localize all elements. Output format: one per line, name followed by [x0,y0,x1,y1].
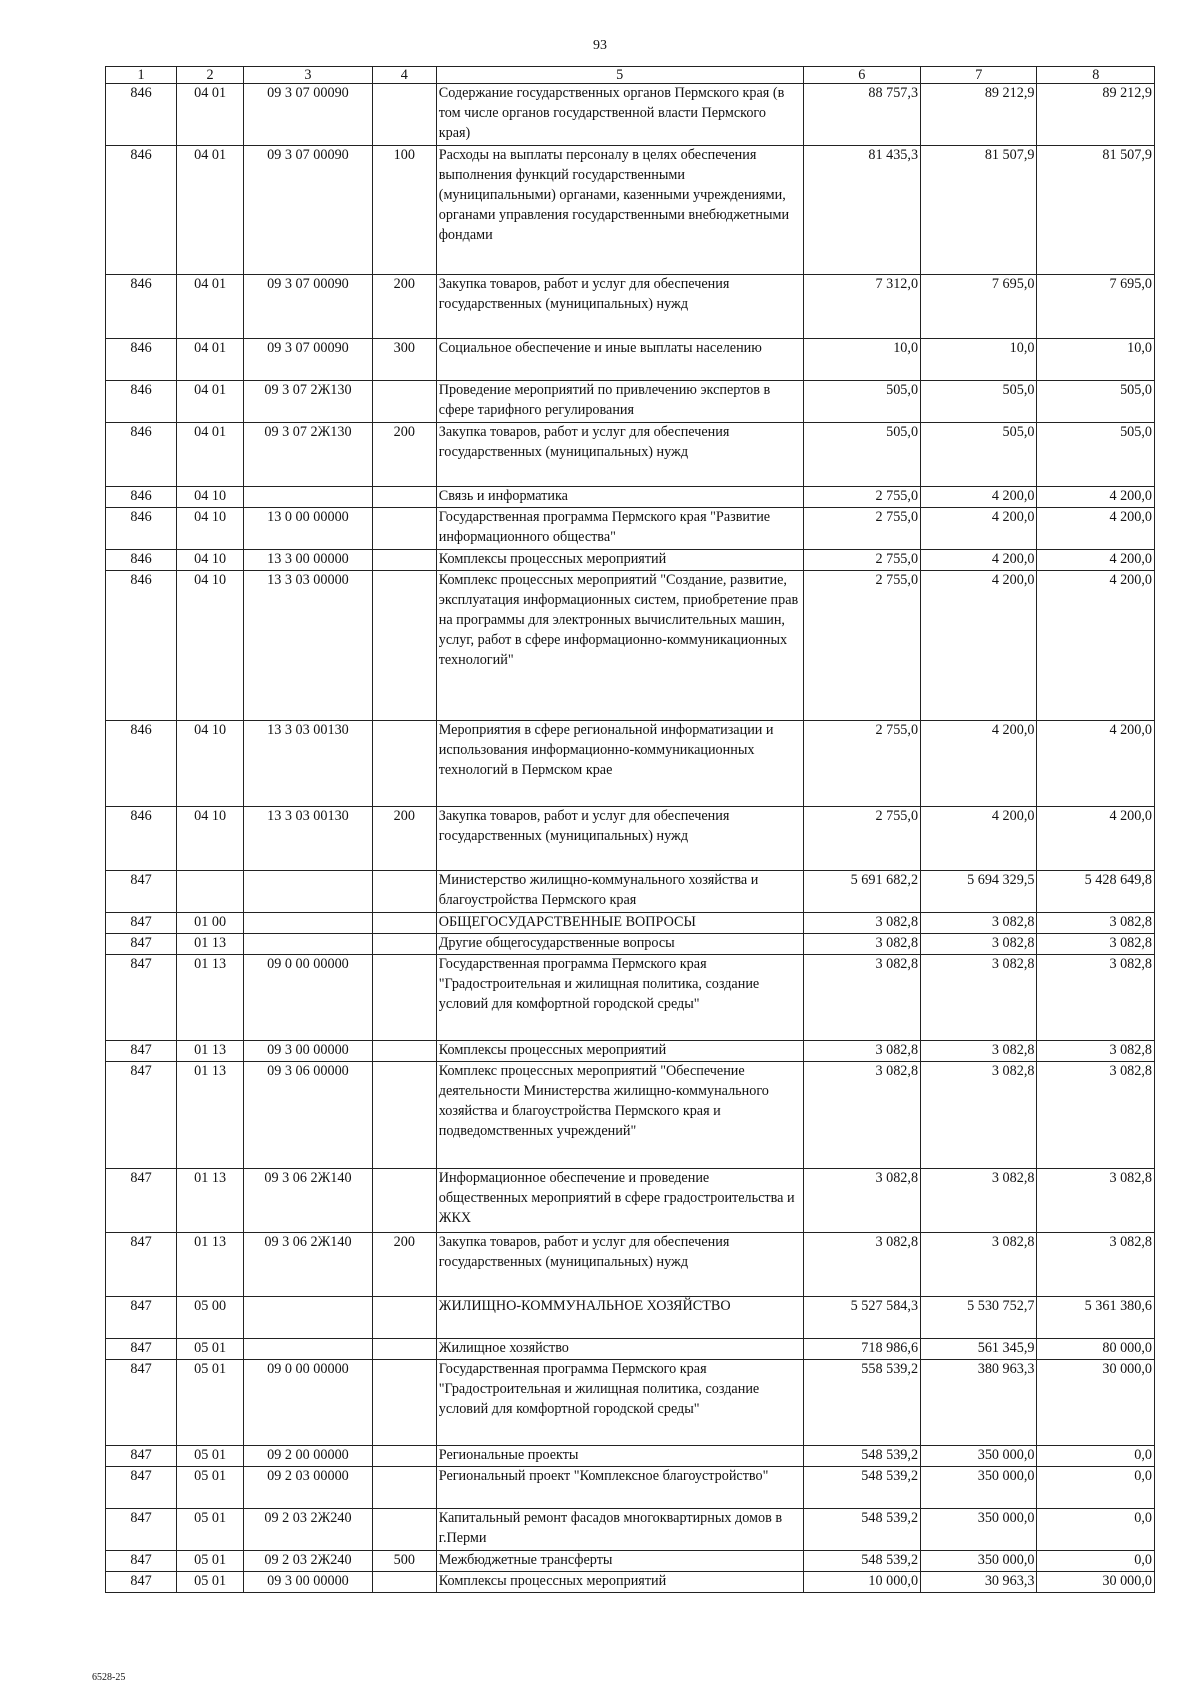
cell-name: Региональные проекты [436,1446,803,1467]
cell-amount-col6: 3 082,8 [803,1169,920,1233]
cell-admin-code: 846 [106,571,177,721]
cell-expense-type [372,721,436,807]
cell-amount-col8: 4 200,0 [1037,487,1155,508]
header-col-5: 5 [436,67,803,84]
cell-amount-col8: 5 428 649,8 [1037,871,1155,913]
table-row [106,871,1155,913]
table-row [106,1041,1155,1062]
table-row [106,423,1155,487]
table-row [106,339,1155,381]
cell-amount-col6: 7 312,0 [803,275,920,339]
cell-amount-col6: 10 000,0 [803,1572,920,1593]
cell-target-article [244,1297,373,1339]
cell-target-article: 09 0 00 00000 [244,1360,373,1446]
cell-expense-type: 200 [372,807,436,871]
table-row [106,913,1155,934]
cell-amount-col8: 0,0 [1037,1446,1155,1467]
table-row [106,721,1155,807]
cell-name: Жилищное хозяйство [436,1339,803,1360]
cell-admin-code: 846 [106,508,177,550]
cell-amount-col8: 0,0 [1037,1551,1155,1572]
cell-amount-col7: 3 082,8 [921,934,1037,955]
cell-amount-col6: 3 082,8 [803,1062,920,1169]
cell-amount-col7: 5 530 752,7 [921,1297,1037,1339]
cell-amount-col8: 81 507,9 [1037,146,1155,275]
cell-admin-code: 847 [106,934,177,955]
cell-section: 04 01 [177,84,244,146]
cell-target-article: 09 3 06 2Ж140 [244,1233,373,1297]
cell-target-article: 13 3 03 00130 [244,721,373,807]
cell-expense-type [372,84,436,146]
cell-amount-col7: 3 082,8 [921,1233,1037,1297]
budget-table [105,66,1155,1593]
cell-admin-code: 847 [106,955,177,1041]
cell-admin-code: 847 [106,1446,177,1467]
cell-amount-col8: 3 082,8 [1037,934,1155,955]
cell-section: 01 13 [177,955,244,1041]
cell-target-article: 13 3 00 00000 [244,550,373,571]
table-row [106,1467,1155,1509]
header-col-4: 4 [372,67,436,84]
table-row [106,1551,1155,1572]
cell-target-article: 13 3 03 00000 [244,571,373,721]
cell-name: Государственная программа Пермского края "Градостроительная и жилищная политика, создание условий для комфортной городской среды" [436,955,803,1041]
cell-amount-col7: 4 200,0 [921,550,1037,571]
cell-amount-col7: 3 082,8 [921,1041,1037,1062]
cell-admin-code: 847 [106,913,177,934]
cell-target-article: 09 3 00 00000 [244,1041,373,1062]
cell-target-article [244,913,373,934]
cell-target-article [244,1339,373,1360]
cell-section: 01 13 [177,1041,244,1062]
cell-expense-type: 100 [372,146,436,275]
cell-expense-type [372,487,436,508]
cell-amount-col7: 350 000,0 [921,1446,1037,1467]
cell-amount-col7: 380 963,3 [921,1360,1037,1446]
cell-expense-type [372,550,436,571]
cell-name: Связь и информатика [436,487,803,508]
cell-admin-code: 847 [106,1062,177,1169]
cell-target-article: 09 3 07 00090 [244,339,373,381]
cell-section: 04 01 [177,381,244,423]
cell-amount-col8: 30 000,0 [1037,1360,1155,1446]
table-row [106,1572,1155,1593]
cell-target-article: 09 3 07 00090 [244,275,373,339]
cell-amount-col6: 505,0 [803,423,920,487]
cell-amount-col7: 3 082,8 [921,955,1037,1041]
cell-name: Закупка товаров, работ и услуг для обеспечения государственных (муниципальных) нужд [436,807,803,871]
cell-name: Комплексы процессных мероприятий [436,1572,803,1593]
cell-amount-col8: 80 000,0 [1037,1339,1155,1360]
cell-amount-col6: 2 755,0 [803,807,920,871]
cell-section: 04 01 [177,423,244,487]
cell-amount-col8: 7 695,0 [1037,275,1155,339]
cell-section: 04 10 [177,721,244,807]
cell-target-article: 09 2 03 00000 [244,1467,373,1509]
table-row [106,1062,1155,1169]
cell-expense-type [372,913,436,934]
cell-admin-code: 846 [106,339,177,381]
cell-expense-type [372,1062,436,1169]
cell-amount-col7: 4 200,0 [921,487,1037,508]
cell-amount-col8: 30 000,0 [1037,1572,1155,1593]
cell-section: 04 10 [177,807,244,871]
cell-admin-code: 847 [106,1297,177,1339]
footer-code: 6528-25 [92,1672,126,1683]
cell-expense-type [372,1360,436,1446]
cell-amount-col8: 4 200,0 [1037,508,1155,550]
cell-target-article [244,871,373,913]
cell-amount-col7: 505,0 [921,381,1037,423]
cell-target-article: 09 3 07 00090 [244,84,373,146]
cell-name: Государственная программа Пермского края "Градостроительная и жилищная политика, создание условий для комфортной городской среды" [436,1360,803,1446]
table-row [106,1360,1155,1446]
cell-expense-type [372,381,436,423]
cell-amount-col8: 505,0 [1037,381,1155,423]
cell-target-article: 09 3 06 2Ж140 [244,1169,373,1233]
cell-amount-col6: 2 755,0 [803,508,920,550]
cell-amount-col7: 4 200,0 [921,721,1037,807]
cell-target-article [244,934,373,955]
cell-admin-code: 847 [106,1509,177,1551]
cell-expense-type [372,1297,436,1339]
cell-admin-code: 846 [106,721,177,807]
table-body [106,84,1155,1593]
cell-amount-col6: 88 757,3 [803,84,920,146]
cell-amount-col6: 10,0 [803,339,920,381]
cell-amount-col7: 7 695,0 [921,275,1037,339]
cell-amount-col8: 3 082,8 [1037,1062,1155,1169]
cell-expense-type [372,571,436,721]
cell-admin-code: 846 [106,146,177,275]
table-row [106,381,1155,423]
cell-section: 05 01 [177,1572,244,1593]
cell-amount-col7: 10,0 [921,339,1037,381]
cell-amount-col8: 0,0 [1037,1467,1155,1509]
cell-target-article: 09 0 00 00000 [244,955,373,1041]
cell-amount-col7: 561 345,9 [921,1339,1037,1360]
cell-amount-col8: 3 082,8 [1037,913,1155,934]
table-row [106,1446,1155,1467]
table-row [106,487,1155,508]
table-row [106,955,1155,1041]
cell-name: Информационное обеспечение и проведение общественных мероприятий в сфере градостроительства и ЖКХ [436,1169,803,1233]
cell-name: Комплекс процессных мероприятий "Создание, развитие, эксплуатация информационных систем, приобретение прав на программы для электронных вычислительных машин, услуг, работ в сфере информационно-коммуникационных технологий" [436,571,803,721]
cell-admin-code: 846 [106,381,177,423]
cell-name: Закупка товаров, работ и услуг для обеспечения государственных (муниципальных) нужд [436,1233,803,1297]
cell-amount-col8: 10,0 [1037,339,1155,381]
cell-name: ЖИЛИЩНО-КОММУНАЛЬНОЕ ХОЗЯЙСТВО [436,1297,803,1339]
cell-section: 01 13 [177,1062,244,1169]
cell-amount-col7: 89 212,9 [921,84,1037,146]
cell-name: Комплекс процессных мероприятий "Обеспечение деятельности Министерства жилищно-коммунального хозяйства и благоустройства Пермского края и подведомственных учреждений" [436,1062,803,1169]
cell-expense-type [372,955,436,1041]
cell-name: Комплексы процессных мероприятий [436,550,803,571]
cell-amount-col6: 5 691 682,2 [803,871,920,913]
cell-amount-col8: 0,0 [1037,1509,1155,1551]
cell-section: 05 00 [177,1297,244,1339]
cell-amount-col6: 548 539,2 [803,1467,920,1509]
cell-amount-col6: 2 755,0 [803,487,920,508]
cell-name: Закупка товаров, работ и услуг для обеспечения государственных (муниципальных) нужд [436,275,803,339]
table-row [106,508,1155,550]
cell-amount-col8: 4 200,0 [1037,571,1155,721]
cell-section: 01 13 [177,934,244,955]
table-row [106,550,1155,571]
cell-amount-col7: 350 000,0 [921,1509,1037,1551]
cell-section: 05 01 [177,1446,244,1467]
cell-name: Комплексы процессных мероприятий [436,1041,803,1062]
cell-amount-col6: 81 435,3 [803,146,920,275]
cell-name: Другие общегосударственные вопросы [436,934,803,955]
cell-admin-code: 846 [106,807,177,871]
cell-admin-code: 847 [106,1467,177,1509]
cell-expense-type: 200 [372,423,436,487]
cell-name: Капитальный ремонт фасадов многоквартирных домов в г.Перми [436,1509,803,1551]
cell-amount-col7: 3 082,8 [921,1062,1037,1169]
table-row [106,1233,1155,1297]
header-col-1: 1 [106,67,177,84]
cell-amount-col6: 2 755,0 [803,550,920,571]
cell-target-article: 09 2 00 00000 [244,1446,373,1467]
cell-target-article: 13 0 00 00000 [244,508,373,550]
cell-amount-col7: 30 963,3 [921,1572,1037,1593]
cell-expense-type: 500 [372,1551,436,1572]
cell-section: 05 01 [177,1339,244,1360]
cell-target-article: 13 3 03 00130 [244,807,373,871]
cell-target-article: 09 3 06 00000 [244,1062,373,1169]
table-row [106,1297,1155,1339]
cell-section: 05 01 [177,1509,244,1551]
cell-expense-type: 200 [372,275,436,339]
cell-amount-col6: 505,0 [803,381,920,423]
cell-expense-type [372,1572,436,1593]
cell-amount-col6: 3 082,8 [803,913,920,934]
cell-section: 04 10 [177,571,244,721]
cell-expense-type [372,1467,436,1509]
cell-admin-code: 846 [106,487,177,508]
cell-admin-code: 847 [106,1339,177,1360]
cell-admin-code: 847 [106,1169,177,1233]
header-col-3: 3 [244,67,373,84]
cell-name: Региональный проект "Комплексное благоустройство" [436,1467,803,1509]
cell-name: Социальное обеспечение и иные выплаты населению [436,339,803,381]
cell-name: Проведение мероприятий по привлечению экспертов в сфере тарифного регулирования [436,381,803,423]
cell-section: 04 10 [177,550,244,571]
cell-admin-code: 846 [106,550,177,571]
cell-target-article: 09 2 03 2Ж240 [244,1509,373,1551]
table-row [106,1509,1155,1551]
cell-admin-code: 847 [106,1041,177,1062]
cell-name: Содержание государственных органов Пермского края (в том числе органов государственной власти Пермского края) [436,84,803,146]
cell-section: 01 13 [177,1233,244,1297]
cell-amount-col8: 4 200,0 [1037,807,1155,871]
cell-target-article: 09 3 00 00000 [244,1572,373,1593]
header-col-2: 2 [177,67,244,84]
cell-amount-col7: 3 082,8 [921,913,1037,934]
cell-amount-col6: 548 539,2 [803,1551,920,1572]
cell-target-article: 09 3 07 2Ж130 [244,423,373,487]
cell-expense-type [372,1041,436,1062]
cell-amount-col8: 3 082,8 [1037,1041,1155,1062]
cell-section: 05 01 [177,1360,244,1446]
cell-amount-col6: 3 082,8 [803,934,920,955]
table-row [106,1339,1155,1360]
table-row [106,84,1155,146]
cell-amount-col6: 5 527 584,3 [803,1297,920,1339]
cell-expense-type [372,1169,436,1233]
cell-expense-type: 300 [372,339,436,381]
cell-target-article: 09 2 03 2Ж240 [244,1551,373,1572]
cell-amount-col8: 4 200,0 [1037,721,1155,807]
cell-amount-col7: 5 694 329,5 [921,871,1037,913]
cell-amount-col8: 89 212,9 [1037,84,1155,146]
cell-name: Мероприятия в сфере региональной информатизации и использования информационно-коммуникационных технологий в Пермском крае [436,721,803,807]
cell-admin-code: 847 [106,871,177,913]
cell-amount-col6: 2 755,0 [803,721,920,807]
cell-admin-code: 847 [106,1360,177,1446]
cell-section: 01 00 [177,913,244,934]
cell-section: 04 01 [177,146,244,275]
cell-section: 04 01 [177,339,244,381]
cell-expense-type [372,1339,436,1360]
header-col-7: 7 [921,67,1037,84]
table-row [106,571,1155,721]
cell-amount-col8: 3 082,8 [1037,1233,1155,1297]
cell-section: 04 01 [177,275,244,339]
cell-expense-type [372,871,436,913]
cell-section: 01 13 [177,1169,244,1233]
cell-expense-type [372,508,436,550]
cell-name: Министерство жилищно-коммунального хозяйства и благоустройства Пермского края [436,871,803,913]
cell-admin-code: 847 [106,1233,177,1297]
cell-amount-col8: 3 082,8 [1037,955,1155,1041]
cell-name: Закупка товаров, работ и услуг для обеспечения государственных (муниципальных) нужд [436,423,803,487]
table-header-row [106,67,1155,84]
cell-amount-col7: 4 200,0 [921,807,1037,871]
cell-amount-col7: 350 000,0 [921,1551,1037,1572]
cell-name: Межбюджетные трансферты [436,1551,803,1572]
cell-amount-col7: 4 200,0 [921,508,1037,550]
cell-amount-col7: 505,0 [921,423,1037,487]
header-col-6: 6 [803,67,920,84]
cell-amount-col7: 350 000,0 [921,1467,1037,1509]
cell-section: 05 01 [177,1551,244,1572]
cell-amount-col6: 718 986,6 [803,1339,920,1360]
cell-admin-code: 846 [106,84,177,146]
cell-target-article: 09 3 07 00090 [244,146,373,275]
table-row [106,146,1155,275]
table-row [106,1169,1155,1233]
cell-amount-col6: 548 539,2 [803,1509,920,1551]
cell-amount-col8: 5 361 380,6 [1037,1297,1155,1339]
cell-section [177,871,244,913]
cell-amount-col6: 2 755,0 [803,571,920,721]
cell-target-article [244,487,373,508]
cell-expense-type [372,1446,436,1467]
table-row [106,807,1155,871]
cell-admin-code: 847 [106,1551,177,1572]
cell-admin-code: 846 [106,275,177,339]
cell-section: 05 01 [177,1467,244,1509]
cell-amount-col8: 3 082,8 [1037,1169,1155,1233]
cell-amount-col6: 3 082,8 [803,1233,920,1297]
cell-name: Государственная программа Пермского края "Развитие информационного общества" [436,508,803,550]
page-number: 93 [593,38,607,53]
cell-amount-col7: 4 200,0 [921,571,1037,721]
cell-expense-type [372,934,436,955]
cell-admin-code: 846 [106,423,177,487]
cell-name: ОБЩЕГОСУДАРСТВЕННЫЕ ВОПРОСЫ [436,913,803,934]
cell-name: Расходы на выплаты персоналу в целях обеспечения выполнения функций государственными (муниципальными) органами, казенными учреждениями, органами управления государственными внебюджетными фондами [436,146,803,275]
cell-expense-type [372,1509,436,1551]
cell-amount-col6: 3 082,8 [803,955,920,1041]
cell-amount-col6: 548 539,2 [803,1446,920,1467]
cell-target-article: 09 3 07 2Ж130 [244,381,373,423]
table-row [106,934,1155,955]
table-row [106,275,1155,339]
cell-amount-col6: 3 082,8 [803,1041,920,1062]
cell-expense-type: 200 [372,1233,436,1297]
cell-amount-col7: 81 507,9 [921,146,1037,275]
cell-amount-col8: 505,0 [1037,423,1155,487]
cell-section: 04 10 [177,508,244,550]
cell-amount-col8: 4 200,0 [1037,550,1155,571]
cell-amount-col6: 558 539,2 [803,1360,920,1446]
header-col-8: 8 [1037,67,1155,84]
cell-admin-code: 847 [106,1572,177,1593]
cell-section: 04 10 [177,487,244,508]
cell-amount-col7: 3 082,8 [921,1169,1037,1233]
